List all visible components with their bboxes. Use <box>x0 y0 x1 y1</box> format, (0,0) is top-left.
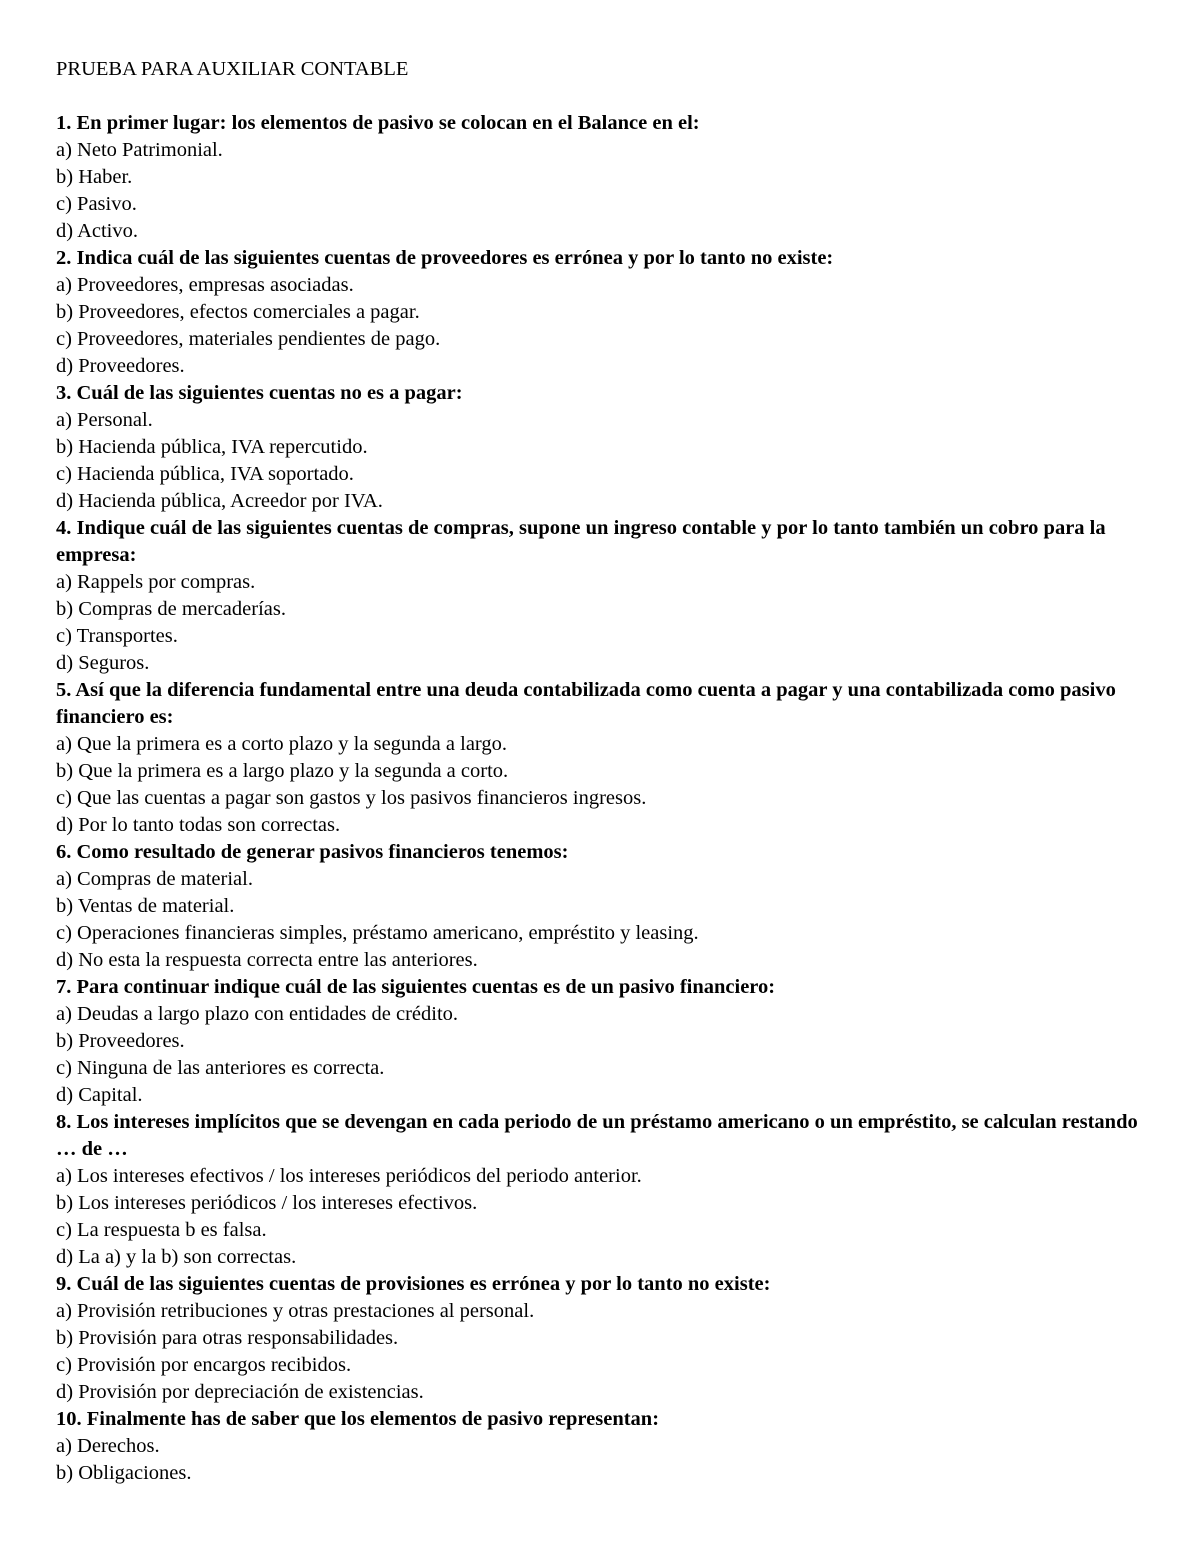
option-c: c) Proveedores, materiales pendientes de pago. <box>56 328 441 350</box>
option-b: b) Haber. <box>56 166 133 188</box>
option-b: b) Proveedores. <box>56 1030 185 1052</box>
option-a: a) Proveedores, empresas asociadas. <box>56 274 354 296</box>
option-d: d) Por lo tanto todas son correctas. <box>56 814 341 836</box>
option-d: d) No esta la respuesta correcta entre las anteriores. <box>56 949 478 971</box>
question-text: 3. Cuál de las siguientes cuentas no es a pagar: <box>56 382 463 404</box>
option-a: a) Provisión retribuciones y otras prestaciones al personal. <box>56 1300 535 1322</box>
option-d: d) Proveedores. <box>56 355 185 377</box>
document-page <box>56 56 1156 1487</box>
option-a: a) Que la primera es a corto plazo y la segunda a largo. <box>56 733 507 755</box>
option-c: c) La respuesta b es falsa. <box>56 1219 267 1241</box>
option-b: b) Obligaciones. <box>56 1462 192 1484</box>
option-a: a) Rappels por compras. <box>56 571 256 593</box>
question-text: 2. Indica cuál de las siguientes cuentas de proveedores es errónea y por lo tanto no existe: <box>56 247 834 269</box>
option-b: b) Ventas de material. <box>56 895 235 917</box>
option-d: d) Activo. <box>56 220 138 242</box>
option-b: b) Compras de mercaderías. <box>56 598 286 620</box>
option-a: a) Compras de material. <box>56 868 253 890</box>
option-d: d) La a) y la b) son correctas. <box>56 1246 297 1268</box>
option-a: a) Deudas a largo plazo con entidades de crédito. <box>56 1003 459 1025</box>
option-a: a) Neto Patrimonial. <box>56 139 223 161</box>
option-c: c) Transportes. <box>56 625 178 647</box>
question-10 <box>56 1406 1156 1487</box>
question-text: 4. Indique cuál de las siguientes cuentas de compras, supone un ingreso contable y por lo tanto también un cobro para la empresa: <box>56 517 1106 566</box>
question-5 <box>56 677 1156 839</box>
question-7 <box>56 974 1156 1109</box>
option-a: a) Personal. <box>56 409 153 431</box>
question-3 <box>56 380 1156 515</box>
option-a: a) Derechos. <box>56 1435 160 1457</box>
question-1 <box>56 110 1156 245</box>
option-b: b) Que la primera es a largo plazo y la segunda a corto. <box>56 760 509 782</box>
question-text: 1. En primer lugar: los elementos de pasivo se colocan en el Balance en el: <box>56 112 700 134</box>
option-c: c) Que las cuentas a pagar son gastos y los pasivos financieros ingresos. <box>56 787 647 809</box>
option-b: b) Hacienda pública, IVA repercutido. <box>56 436 368 458</box>
option-b: b) Los intereses periódicos / los intereses efectivos. <box>56 1192 478 1214</box>
option-c: c) Ninguna de las anteriores es correcta. <box>56 1057 385 1079</box>
option-d: d) Capital. <box>56 1084 143 1106</box>
option-d: d) Provisión por depreciación de existencias. <box>56 1381 424 1403</box>
option-d: d) Seguros. <box>56 652 150 674</box>
question-text: 8. Los intereses implícitos que se devengan en cada periodo de un préstamo americano o un empréstito, se calculan restando … de … <box>56 1111 1138 1160</box>
option-c: c) Provisión por encargos recibidos. <box>56 1354 352 1376</box>
option-c: c) Pasivo. <box>56 193 137 215</box>
document-title: PRUEBA PARA AUXILIAR CONTABLE <box>56 58 409 80</box>
question-text: 5. Así que la diferencia fundamental entre una deuda contabilizada como cuenta a pagar y una contabilizada como pasivo financiero es: <box>56 679 1116 728</box>
question-2 <box>56 245 1156 380</box>
option-c: c) Operaciones financieras simples, préstamo americano, empréstito y leasing. <box>56 922 699 944</box>
option-d: d) Hacienda pública, Acreedor por IVA. <box>56 490 383 512</box>
question-9 <box>56 1271 1156 1406</box>
option-c: c) Hacienda pública, IVA soportado. <box>56 463 354 485</box>
question-6 <box>56 839 1156 974</box>
question-8 <box>56 1109 1156 1271</box>
question-text: 9. Cuál de las siguientes cuentas de provisiones es errónea y por lo tanto no existe: <box>56 1273 771 1295</box>
option-a: a) Los intereses efectivos / los intereses periódicos del periodo anterior. <box>56 1165 642 1187</box>
option-b: b) Provisión para otras responsabilidades. <box>56 1327 399 1349</box>
question-text: 6. Como resultado de generar pasivos financieros tenemos: <box>56 841 569 863</box>
question-text: 7. Para continuar indique cuál de las siguientes cuentas es de un pasivo financiero: <box>56 976 776 998</box>
question-text: 10. Finalmente has de saber que los elementos de pasivo representan: <box>56 1408 660 1430</box>
option-b: b) Proveedores, efectos comerciales a pagar. <box>56 301 420 323</box>
question-4 <box>56 515 1156 677</box>
